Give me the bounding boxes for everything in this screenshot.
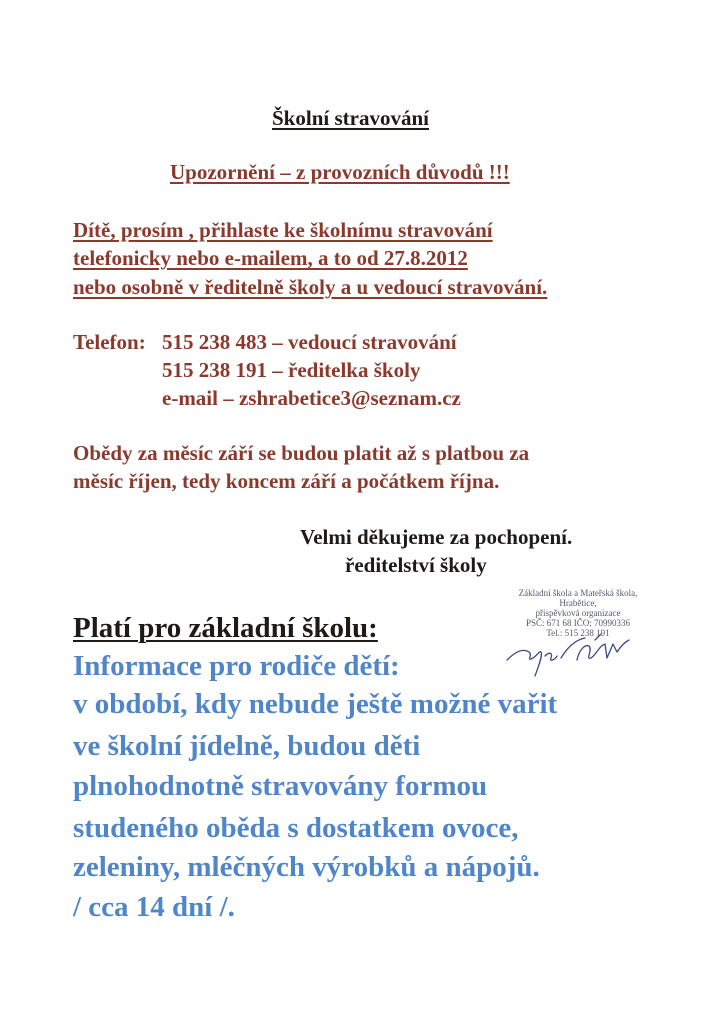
email-contact: e-mail – zshrabetice3@seznam.cz (162, 386, 461, 410)
signature-director: ředitelství školy (345, 553, 487, 577)
registration-line-3: nebo osobně v ředitelně školy a u vedoucí stravování. (73, 275, 548, 299)
phone-label: Telefon: (73, 330, 146, 354)
stamp-line-1: Základní škola a Mateřská škola, (518, 588, 638, 598)
stamp-line-5: Tel.: 515 238 191 (546, 628, 610, 638)
stamp-line-4: PSČ: 671 68 IČO: 70990336 (525, 618, 630, 628)
registration-line-2: telefonicky nebo e-mailem, a to od 27.8.2012 (73, 246, 468, 270)
info-line-4: plnohodnotně stravovány formou (73, 770, 488, 802)
info-line-7: / cca 14 dní /. (73, 891, 235, 923)
info-line-2: v období, kdy nebude ještě možné vařit (73, 688, 558, 720)
stamp-line-2: Hrabětice, (559, 598, 597, 608)
info-line-5: studeného oběda s dostatkem ovoce, (73, 812, 519, 844)
handwritten-signature-icon (505, 630, 635, 680)
registration-line-1: Dítě, prosím , přihlaste ke školnímu stravování (73, 218, 493, 242)
warning-heading: Upozornění – z provozních důvodů !!! (170, 160, 510, 184)
info-line-1: Informace pro rodiče dětí: (73, 650, 400, 682)
info-line-3: ve školní jídelně, budou děti (73, 730, 421, 762)
phone-director: 515 238 191 – ředitelka školy (162, 358, 421, 382)
applies-heading: Platí pro základní školu: (73, 612, 378, 644)
info-line-6: zeleniny, mléčných výrobků a nápojů. (73, 851, 540, 883)
lunch-payment-line-2: měsíc říjen, tedy koncem září a počátkem října. (73, 469, 500, 493)
page-title: Školní stravování (272, 106, 429, 130)
stamp-line-3: příspěvková organizace (535, 608, 621, 618)
phone-canteen: 515 238 483 – vedoucí stravování (162, 330, 457, 354)
lunch-payment-line-1: Obědy za měsíc září se budou platit až s platbou za (73, 441, 530, 465)
thanks-note: Velmi děkujeme za pochopení. (300, 525, 573, 549)
